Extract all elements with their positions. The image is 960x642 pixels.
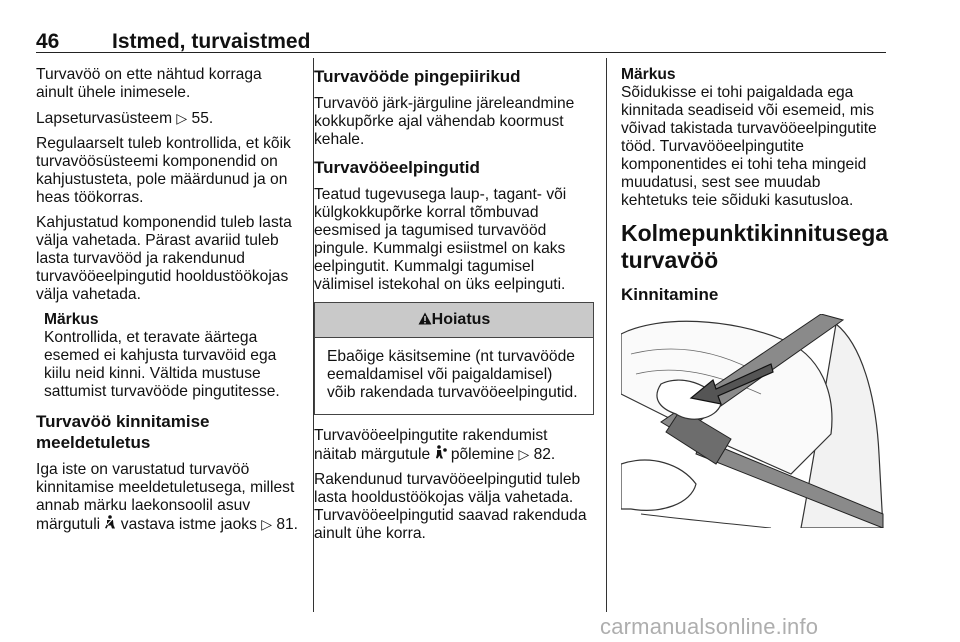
page-header — [36, 30, 886, 52]
watermark: carmanualsonline.info — [600, 614, 819, 639]
note-text: Kontrollida, et teravate äärtega esemed ei kahjusta turvavöid ega kiilu neid kinni. Vältida mustuse sattumist turvavööde pingutitesse. — [44, 329, 280, 400]
section-heading: Turvavööde pingepiirikud — [314, 67, 521, 86]
warning-title: Hoiatus — [431, 311, 491, 328]
paragraph — [314, 427, 594, 464]
paragraph — [36, 461, 298, 534]
note-box — [36, 311, 298, 401]
paragraph-text: Turvavööeelpingutite rakendumist näitab märgutule — [314, 427, 548, 463]
paragraph: Turvavöö järk-järguline järeleandmine kokkupõrke ajal vähendab koormust kehale. — [314, 95, 575, 148]
section-heading: Turvavööeelpingutid — [314, 158, 480, 177]
seatbelt-reminder-icon — [104, 516, 116, 532]
airbag-icon — [435, 446, 447, 462]
section-heading: Turvavöö kinnitamise meeldetuletus — [36, 412, 210, 452]
page-reference[interactable]: 82. — [533, 446, 556, 463]
warning-text: Ebaõige käsitsemine (nt turvavööde eemaldamisel või paigaldamisel) võib rakendada turvavööeelpingutid. — [327, 348, 578, 401]
warning-box — [314, 302, 594, 415]
column-divider — [606, 58, 607, 612]
warning-triangle-icon — [418, 311, 432, 328]
paragraph-text: Iga iste on varustatud turvavöö kinnitamise meeldetuletusega, millest annab märku laekonsoolil asuv märgutuli — [36, 461, 295, 533]
paragraph-text: Lapseturvasüsteem — [36, 110, 177, 127]
column-middle — [314, 66, 594, 550]
note-text: Sõidukisse ei tohi paigaldada ega kinnitada seadiseid või esemeid, mis võivad takistada turvavööeelpingutite tööd. Turvavööeelpingutite komponentides ei tohi teha mingeid muudatusi, sest see muudab kehtetuks teie sõiduki kasutusloa. — [621, 84, 877, 209]
seatbelt-fastening-illustration — [621, 314, 887, 528]
page-number: 46 — [36, 30, 60, 53]
paragraph: Regulaarselt tuleb kontrollida, et kõik turvavöösüsteemi komponendid on kahjustusteta, pole määrdunud ja on heas töökorras. — [36, 135, 291, 206]
section-heading: Kolmepunktikinnitusega turvavöö — [621, 220, 889, 273]
header-rule — [36, 52, 886, 53]
page-reference[interactable]: 55. — [191, 110, 214, 127]
paragraph: Rakendunud turvavööeelpingutid tuleb lasta hooldustöökojas välja vahetada. Turvavööeelpingutid saavad rakenduda ainult ühe korra. — [314, 471, 587, 542]
paragraph — [36, 109, 298, 128]
page-reference[interactable]: 81. — [276, 516, 299, 533]
ref-arrow-icon: ▷ — [176, 110, 188, 126]
paragraph-text: põlemine — [446, 446, 519, 463]
paragraph: Turvavöö on ette nähtud korraga ainult ühele inimesele. — [36, 66, 262, 101]
column-right — [621, 66, 887, 528]
note-box — [621, 66, 887, 210]
note-title: Märkus — [621, 66, 676, 83]
ref-arrow-icon: ▷ — [261, 516, 272, 532]
paragraph-text: vastava istme jaoks — [116, 516, 262, 533]
note-title: Märkus — [44, 311, 99, 328]
subsection-heading: Kinnitamine — [621, 285, 719, 304]
chapter-title: Istmed, turvaistmed — [112, 30, 311, 53]
warning-header — [315, 303, 593, 338]
paragraph: Kahjustatud komponendid tuleb lasta välja vahetada. Pärast avariid tuleb lasta turvavööd ja rakendunud turvavööeelpingutid hooldustöökojas välja vahetada. — [36, 214, 292, 303]
column-left — [36, 66, 298, 541]
ref-arrow-icon: ▷ — [518, 446, 530, 462]
paragraph: Teatud tugevusega laup-, tagant- või külgkokkupõrke korral tõmbuvad eesmised ja tagumised turvavööd pingule. Kummalgi esiistmel on kaks eelpingutit. Kummalgi tagumisel välimisel istekohal on üks eelpinguti. — [314, 186, 567, 293]
